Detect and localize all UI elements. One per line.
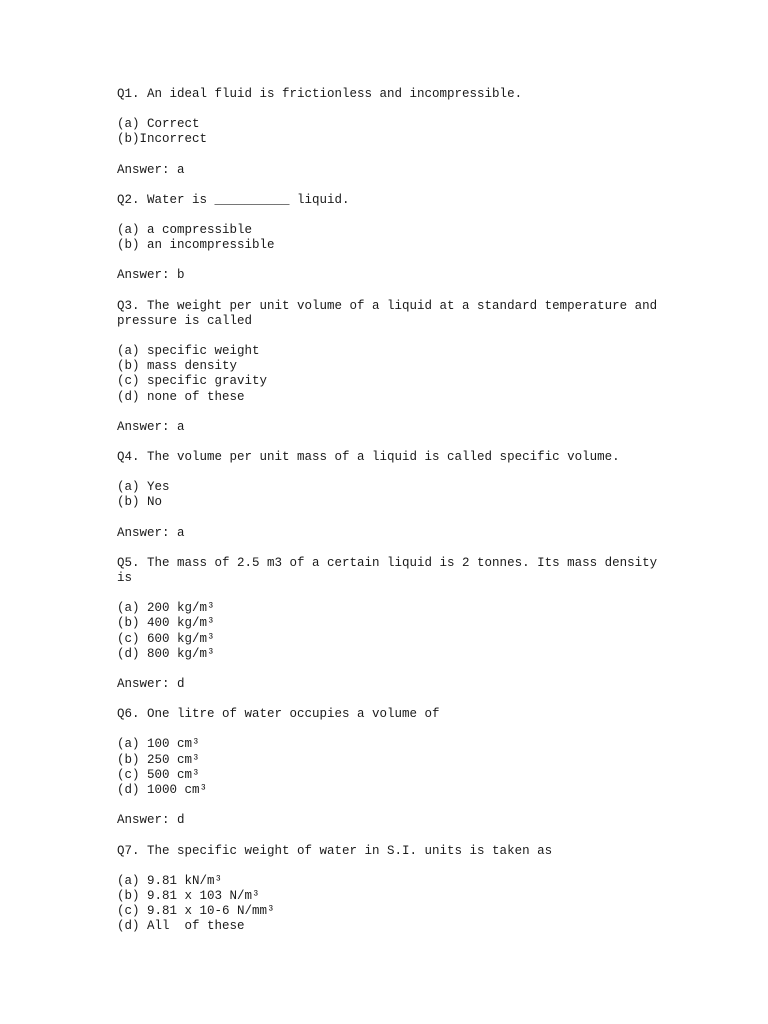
- question-text: Q1. An ideal fluid is frictionless and incompressible.: [117, 87, 523, 101]
- option-b: (b) 9.81 x 103 N/m³: [117, 888, 260, 903]
- question-2: [117, 193, 677, 284]
- option-c: (c) 600 kg/m³: [117, 631, 215, 646]
- options-list: [117, 874, 677, 935]
- option-a: (a) a compressible: [117, 223, 253, 238]
- answer-line: Answer: b: [117, 268, 185, 283]
- answer-line: Answer: a: [117, 525, 185, 540]
- options-list: [117, 223, 677, 253]
- options-list: [117, 344, 677, 405]
- option-b: (b) No: [117, 495, 163, 510]
- option-d: (d) none of these: [117, 389, 245, 404]
- option-a: (a) Yes: [117, 480, 170, 495]
- option-c: (c) 9.81 x 10-6 N/mm³: [117, 904, 275, 919]
- option-d: (d) All of these: [117, 919, 245, 934]
- options-list: [117, 480, 677, 510]
- question-text: Q4. The volume per unit mass of a liquid is called specific volume.: [117, 450, 620, 465]
- question-6: [117, 707, 677, 828]
- question-text: Q2. Water is __________ liquid.: [117, 192, 350, 207]
- option-b: (b) 400 kg/m³: [117, 616, 215, 631]
- options-list: [117, 737, 677, 798]
- answer-line: Answer: a: [117, 162, 185, 177]
- option-b: (b) an incompressible: [117, 238, 275, 253]
- option-a: (a) 9.81 kN/m³: [117, 873, 223, 888]
- question-text: Q5. The mass of 2.5 m3 of a certain liquid is 2 tonnes. Its mass density is: [117, 555, 665, 586]
- option-a: (a) 100 cm³: [117, 737, 200, 752]
- question-5: [117, 556, 677, 692]
- question-text: Q6. One litre of water occupies a volume of: [117, 707, 440, 722]
- question-text: Q3. The weight per unit volume of a liquid at a standard temperature and pressure is called: [117, 298, 665, 328]
- option-d: (d) 800 kg/m³: [117, 646, 215, 661]
- answer-line: Answer: d: [117, 813, 185, 828]
- option-b: (b) mass density: [117, 359, 238, 374]
- options-list: [117, 601, 677, 662]
- question-7: [117, 844, 677, 935]
- answer-line: Answer: a: [117, 419, 185, 434]
- option-b: (b)Incorrect: [117, 132, 208, 147]
- option-a: (a) 200 kg/m³: [117, 601, 215, 616]
- question-4: [117, 450, 677, 541]
- option-d: (d) 1000 cm³: [117, 783, 208, 798]
- question-text: Q7. The specific weight of water in S.I. units is taken as: [117, 843, 553, 858]
- option-a: (a) specific weight: [117, 344, 260, 359]
- question-1: [117, 87, 677, 178]
- options-list: [117, 117, 677, 147]
- document-page: [117, 87, 677, 950]
- option-b: (b) 250 cm³: [117, 752, 200, 767]
- option-a: (a) Correct: [117, 117, 200, 132]
- option-c: (c) 500 cm³: [117, 767, 200, 782]
- answer-line: Answer: d: [117, 677, 185, 692]
- question-3: [117, 299, 677, 435]
- option-c: (c) specific gravity: [117, 374, 268, 389]
